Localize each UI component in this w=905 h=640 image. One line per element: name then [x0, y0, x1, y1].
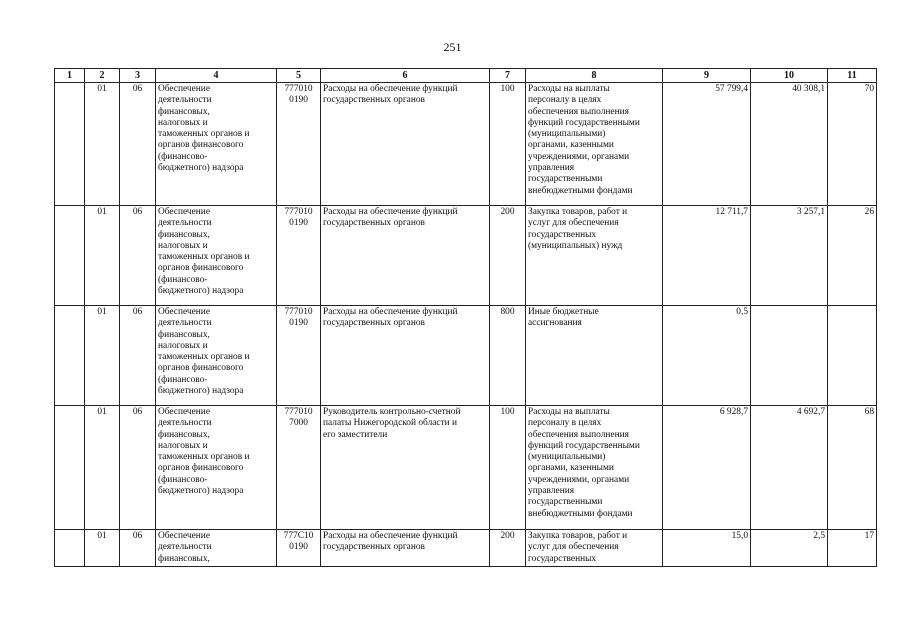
text-line: Расходы на обеспечение функций — [323, 84, 458, 94]
text-line: налоговых и — [158, 117, 208, 128]
cell-col1 — [55, 530, 85, 567]
text-line: деятельности — [158, 218, 212, 229]
text-line: деятельности — [158, 418, 212, 429]
cell-expense-code: 200 — [490, 206, 526, 306]
cell-target-name — [321, 206, 490, 306]
text-line: Расходы на выплаты — [528, 407, 610, 417]
budget-table — [54, 68, 877, 567]
page-number: 251 — [443, 40, 462, 54]
text-line: органов финансового — [158, 140, 244, 151]
text-line: (финансово- — [158, 474, 208, 485]
cell-target-name — [321, 530, 490, 567]
cell-amount-actual: 3 257,1 — [751, 206, 828, 306]
text-line: Руководитель контрольно-счетной — [323, 407, 461, 417]
cell-expense-name — [526, 530, 663, 567]
header-cell-6: 6 — [321, 69, 490, 83]
text-line: органов финансового — [158, 263, 244, 274]
cell-expense-code: 800 — [490, 306, 526, 406]
text-line: 777010 — [284, 84, 313, 94]
cell-target-code — [277, 306, 321, 406]
text-line: 777010 — [284, 407, 313, 417]
text-line: ассигнования — [528, 318, 582, 329]
cell-section: 01 — [85, 83, 120, 206]
text-line: органами, казенными — [528, 140, 614, 151]
text-line: таможенных органов и — [158, 452, 250, 463]
header-row — [55, 69, 877, 83]
cell-name — [156, 83, 277, 206]
header-cell-1: 1 — [55, 69, 85, 83]
cell-col1 — [55, 306, 85, 406]
text-line: Обеспечение — [158, 84, 210, 94]
cell-expense-code: 200 — [490, 530, 526, 567]
text-line: финансовых, — [158, 229, 210, 240]
cell-col1 — [55, 83, 85, 206]
cell-col1 — [55, 206, 85, 306]
text-line: бюджетного) надзора — [158, 163, 244, 174]
text-line: органами, казенными — [528, 463, 614, 474]
text-line: деятельности — [158, 95, 212, 106]
text-line: Обеспечение — [158, 307, 210, 317]
cell-amount-plan: 15,0 — [663, 530, 751, 567]
text-line: управления — [528, 163, 575, 174]
text-line: обеспечения выполнения — [528, 106, 629, 117]
text-line: Расходы на обеспечение функций — [323, 207, 458, 217]
cell-name — [156, 406, 277, 530]
text-line: 777С10 — [283, 531, 314, 541]
text-line: государственных — [528, 229, 597, 240]
header-cell-8: 8 — [526, 69, 663, 83]
cell-amount-plan: 0,5 — [663, 306, 751, 406]
text-line: учреждениями, органами — [528, 151, 630, 162]
cell-expense-name — [526, 306, 663, 406]
cell-subsection: 06 — [120, 206, 156, 306]
text-line: (муниципальными) — [528, 452, 606, 463]
cell-percent: 70 — [828, 83, 877, 206]
text-line: таможенных органов и — [158, 252, 250, 263]
text-line: (муниципальных) нужд — [528, 240, 623, 251]
cell-amount-actual — [751, 306, 828, 406]
text-line: государственных органов — [323, 318, 425, 329]
text-line: налоговых и — [158, 340, 208, 351]
text-line: 0190 — [289, 542, 308, 553]
cell-section: 01 — [85, 530, 120, 567]
text-line: Обеспечение — [158, 407, 210, 417]
header-cell-3: 3 — [120, 69, 156, 83]
cell-expense-code: 100 — [490, 406, 526, 530]
header-cell-5: 5 — [277, 69, 321, 83]
cell-target-code — [277, 406, 321, 530]
text-line: 0190 — [289, 95, 308, 106]
text-line: деятельности — [158, 318, 212, 329]
cell-subsection: 06 — [120, 306, 156, 406]
text-line: 0190 — [289, 218, 308, 229]
cell-expense-name — [526, 206, 663, 306]
cell-subsection: 06 — [120, 530, 156, 567]
text-line: (муниципальными) — [528, 129, 606, 140]
cell-percent — [828, 306, 877, 406]
text-line: деятельности — [158, 542, 212, 553]
cell-target-code — [277, 206, 321, 306]
text-line: налоговых и — [158, 440, 208, 451]
cell-amount-plan: 57 799,4 — [663, 83, 751, 206]
text-line: бюджетного) надзора — [158, 286, 244, 297]
text-line: органов финансового — [158, 363, 244, 374]
cell-expense-name — [526, 83, 663, 206]
cell-subsection: 06 — [120, 406, 156, 530]
cell-amount-actual: 4 692,7 — [751, 406, 828, 530]
header-cell-11: 11 — [828, 69, 877, 83]
text-line: государственных органов — [323, 542, 425, 553]
cell-target-name — [321, 83, 490, 206]
cell-percent: 26 — [828, 206, 877, 306]
table-row — [55, 206, 877, 306]
text-line: Расходы на обеспечение функций — [323, 531, 458, 541]
text-line: таможенных органов и — [158, 352, 250, 363]
text-line: учреждениями, органами — [528, 474, 630, 485]
text-line: таможенных органов и — [158, 129, 250, 140]
text-line: Обеспечение — [158, 531, 210, 541]
header-cell-7: 7 — [490, 69, 526, 83]
text-line: персоналу в целях — [528, 95, 602, 106]
text-line: государственными — [528, 174, 603, 185]
text-line: Обеспечение — [158, 207, 210, 217]
table-row — [55, 83, 877, 206]
cell-section: 01 — [85, 206, 120, 306]
table-row — [55, 406, 877, 530]
table-row — [55, 530, 877, 567]
cell-amount-plan: 12 711,7 — [663, 206, 751, 306]
text-line: 7000 — [289, 418, 308, 429]
cell-section: 01 — [85, 306, 120, 406]
cell-expense-name — [526, 406, 663, 530]
text-line: услуг для обеспечения — [528, 542, 619, 553]
cell-target-name — [321, 406, 490, 530]
text-line: государственными — [528, 497, 603, 508]
cell-target-code — [277, 83, 321, 206]
header-cell-9: 9 — [663, 69, 751, 83]
header-cell-10: 10 — [751, 69, 828, 83]
text-line: внебюджетными фондами — [528, 185, 633, 196]
cell-section: 01 — [85, 406, 120, 530]
text-line: финансовых, — [158, 106, 210, 117]
text-line: органов финансового — [158, 463, 244, 474]
text-line: финансовых, — [158, 329, 210, 340]
text-line: его заместители — [323, 429, 388, 440]
text-line: Расходы на выплаты — [528, 84, 610, 94]
text-line: (финансово- — [158, 374, 208, 385]
text-line: Иные бюджетные — [528, 307, 599, 317]
text-line: обеспечения выполнения — [528, 429, 629, 440]
cell-percent: 17 — [828, 530, 877, 567]
text-line: внебюджетными фондами — [528, 508, 633, 519]
cell-col1 — [55, 406, 85, 530]
cell-subsection: 06 — [120, 83, 156, 206]
text-line: финансовых, — [158, 553, 210, 564]
text-line: палаты Нижегородской области и — [323, 418, 458, 429]
text-line: государственных — [528, 553, 597, 564]
cell-expense-code: 100 — [490, 83, 526, 206]
cell-amount-actual: 2,5 — [751, 530, 828, 567]
cell-amount-actual: 40 308,1 — [751, 83, 828, 206]
text-line: государственных органов — [323, 95, 425, 106]
text-line: Закупка товаров, работ и — [528, 207, 628, 217]
cell-name — [156, 306, 277, 406]
text-line: налоговых и — [158, 240, 208, 251]
text-line: бюджетного) надзора — [158, 386, 244, 397]
text-line: управления — [528, 486, 575, 497]
header-cell-4: 4 — [156, 69, 277, 83]
text-line: бюджетного) надзора — [158, 486, 244, 497]
text-line: функций государственными — [528, 117, 640, 128]
cell-name — [156, 206, 277, 306]
cell-target-code — [277, 530, 321, 567]
text-line: услуг для обеспечения — [528, 218, 619, 229]
text-line: Закупка товаров, работ и — [528, 531, 628, 541]
cell-amount-plan: 6 928,7 — [663, 406, 751, 530]
text-line: (финансово- — [158, 151, 208, 162]
cell-name — [156, 530, 277, 567]
cell-percent: 68 — [828, 406, 877, 530]
table-row — [55, 306, 877, 406]
text-line: финансовых, — [158, 429, 210, 440]
cell-target-name — [321, 306, 490, 406]
text-line: Расходы на обеспечение функций — [323, 307, 458, 317]
text-line: 777010 — [284, 207, 313, 217]
header-cell-2: 2 — [85, 69, 120, 83]
text-line: (финансово- — [158, 274, 208, 285]
text-line: 0190 — [289, 318, 308, 329]
text-line: персоналу в целях — [528, 418, 602, 429]
text-line: 777010 — [284, 307, 313, 317]
text-line: государственных органов — [323, 218, 425, 229]
text-line: функций государственными — [528, 440, 640, 451]
